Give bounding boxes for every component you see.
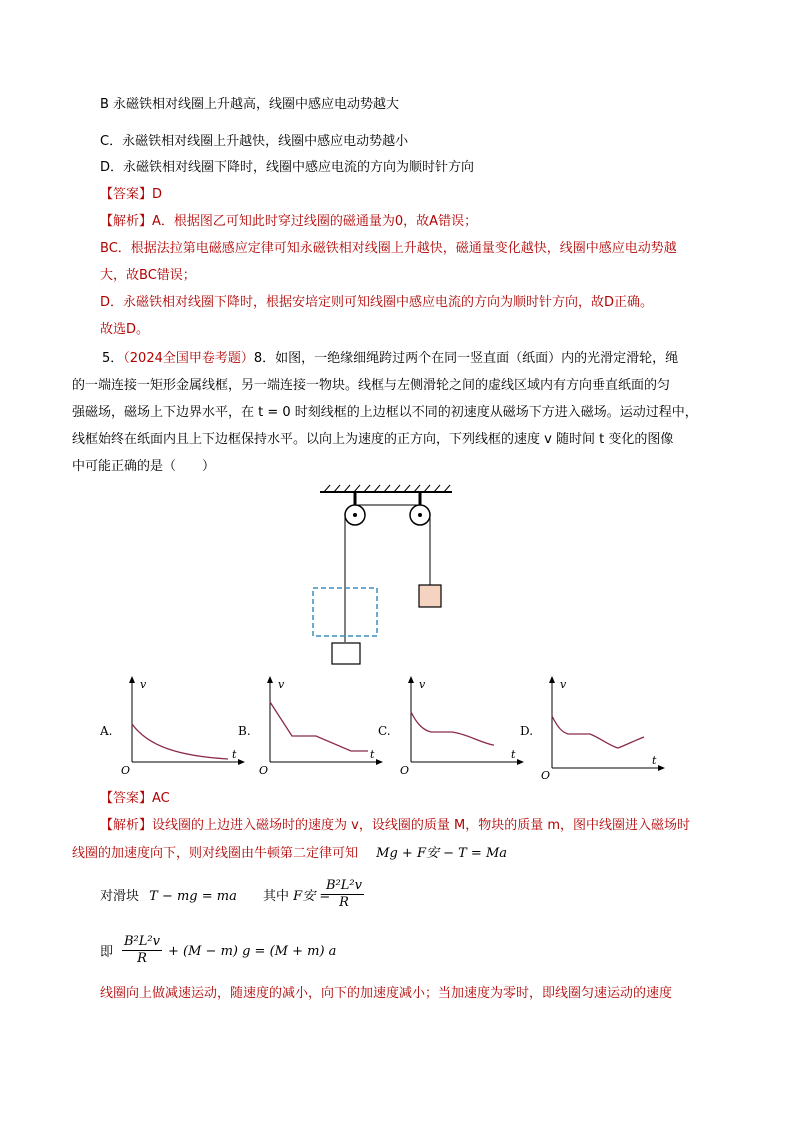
question5-line4: 线框始终在纸面内且上下边框保持水平。以向上为速度的正方向，下列线框的速度 v 随时间 t 变化的图像 (72, 432, 674, 447)
axis-t-label: t (370, 748, 375, 761)
question5-line3: 强磁场，磁场上下边界水平，在 t = 0 时刻线框的上边框以不同的初速度从磁场下方进入磁场。运动过程中， (72, 405, 698, 420)
answer-tag: 【答案】 (100, 187, 153, 202)
equation-2: T − mg = ma (149, 889, 237, 904)
axis-v-label: v (560, 678, 567, 691)
question-source: （2024全国甲卷考题） (123, 351, 254, 366)
analysis2-line5: 线圈向上做减速运动，随速度的减小，向下的加速度减小；当加速度为零时，即线圈匀速运动的速度 (100, 986, 673, 1001)
analysis2-line1: 【解析】设线圈的上边进入磁场时的速度为 v，设线圈的质量 M，物块的质量 m，图中线圈进入磁场时 (100, 818, 690, 833)
question5-line2: 的一端连接一矩形金属线框，另一端连接一物块。线框与左侧滑轮之间的虚线区域内有方向垂直纸面的匀 (72, 378, 671, 393)
analysis-tag: 【解析】 (100, 214, 153, 229)
origin-label: O (121, 764, 131, 777)
origin-label: O (400, 764, 410, 777)
equation-3-lhs: F安 = (293, 889, 331, 904)
question-number: 5． (102, 351, 124, 366)
option-d: D．永磁铁相对线圈下降时，线圈中感应电流的方向为顺时针方向 (100, 160, 475, 175)
equation-4-fraction: $\frac{\text{B²L²v}}{R}$ (124, 934, 160, 966)
analysis-tag: 【解析】 (100, 818, 153, 833)
pulley-diagram (310, 482, 460, 672)
origin-label: O (541, 769, 551, 780)
axis-t-label: t (652, 754, 657, 767)
analysis2-line2: 线圈的加速度向下，则对线圈由牛顿第二定律可知 Mg + F安 − T = Ma (72, 846, 508, 861)
question5-line5: 中可能正确的是（ ） (72, 459, 216, 474)
ceiling-hatch (324, 485, 450, 492)
analysis1-line2: BC．根据法拉第电磁感应定律可知永磁铁相对线圈上升越快，磁通量变化越快，线圈中感应电动势越 (100, 241, 677, 256)
graph-b-label: B. (238, 724, 251, 738)
analysis1-line5: 故选D。 (100, 322, 150, 337)
analysis2-line4: 即 (100, 945, 114, 960)
answer-value: D (152, 187, 163, 202)
graph-d (538, 676, 668, 780)
axis-v-label: v (419, 678, 426, 691)
option-b: B 永磁铁相对线圈上升越高，线圈中感应电动势越大 (100, 97, 400, 112)
graph-d-label: D. (520, 724, 534, 738)
option-c: C．永磁铁相对线圈上升越快，线圈中感应电动势越小 (100, 134, 409, 149)
answer-line-1 (100, 186, 162, 204)
analysis2-line3: 对滑块 T − mg = ma 其中 F安 = (100, 889, 331, 904)
question5-line1: 5．（2024全国甲卷考题）8．如图，一绝缘细绳跨过两个在同一竖直面（纸面）内的光滑定滑轮，绳 (102, 351, 679, 366)
graph-a (118, 676, 248, 780)
axis-v-label: v (278, 678, 285, 691)
equation-3-fraction: $\frac{\text{B²L²v}}{R}$ (326, 878, 362, 910)
graph-b (256, 676, 386, 780)
analysis1-line3: 大，故BC错误； (100, 268, 196, 283)
graph-a-label: A. (100, 724, 113, 738)
axis-t-label: t (511, 748, 516, 761)
metal-frame (332, 643, 360, 664)
graph-c-label: C. (378, 724, 391, 738)
answer-tag: 【答案】 (100, 791, 153, 806)
answer-line-2 (100, 790, 170, 808)
axis-t-label: t (232, 748, 237, 761)
block (419, 585, 441, 607)
analysis1-line4: D．永磁铁相对线圈下降时，根据安培定则可知线圈中感应电流的方向为顺时针方向，故D正确。 (100, 295, 654, 310)
axis-v-label: v (140, 678, 147, 691)
graph-c (397, 676, 527, 780)
origin-label: O (259, 764, 269, 777)
answer-value: AC (152, 791, 170, 806)
curve-d (552, 716, 644, 748)
equation-4-rest: + (M − m) g = (M + m) a (168, 944, 337, 959)
curve-a (132, 724, 228, 759)
analysis1-line1: 【解析】A．根据图乙可知此时穿过线圈的磁通量为0，故A错误； (100, 214, 478, 229)
curve-c (411, 712, 494, 745)
curve-b (270, 702, 368, 751)
equation-1: Mg + F安 − T = Ma (376, 846, 508, 861)
